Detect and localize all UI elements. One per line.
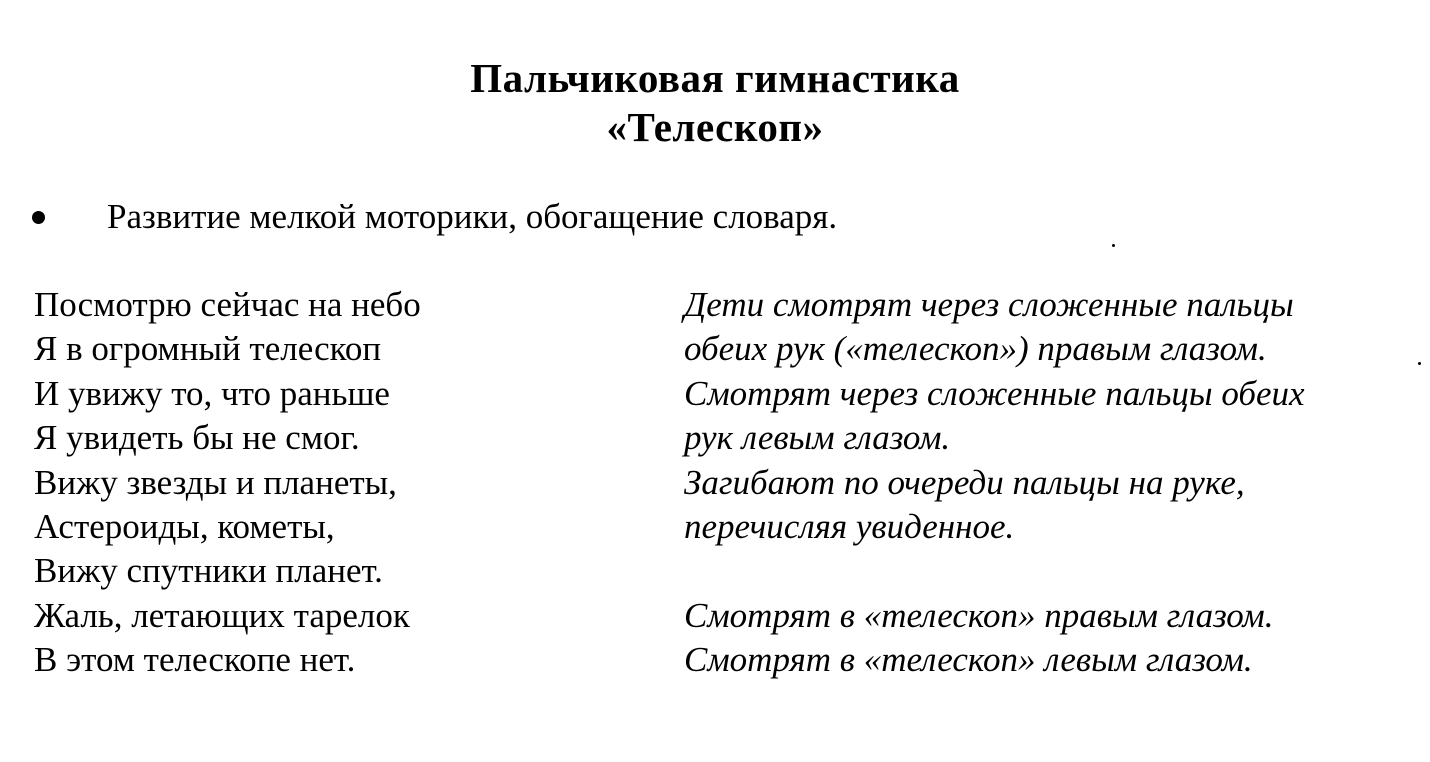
instruction-line: Дети смотрят через сложенные пальцы (684, 285, 1294, 324)
instruction-line: Смотрят через сложенные пальцы обеих (684, 373, 1305, 413)
poem-line: В этом телескопе нет. (34, 640, 356, 680)
instruction-line: Загибают по очереди пальцы на руке, (684, 462, 1245, 502)
instruction-line: обеих рук («телескоп») правым глазом. (684, 329, 1267, 369)
instruction-spacer (684, 549, 1394, 593)
poem-line: Вижу спутники планет. (34, 551, 383, 591)
instruction-line: рук левым глазом. (684, 418, 951, 458)
instruction-line: Смотрят в «телескоп» левым глазом. (684, 640, 1253, 680)
poem-column (34, 283, 594, 683)
scan-speck (1418, 362, 1421, 365)
page-subtitle: «Телескоп» (606, 104, 824, 150)
instruction-line: перечисляя увиденное. (684, 506, 1015, 546)
poem-line: Астероиды, кометы, (34, 506, 335, 546)
bullet-icon (32, 211, 45, 224)
poem-line: И увижу то, что раньше (34, 373, 390, 413)
instruction-line: Смотрят в «телескоп» правым глазом. (684, 595, 1274, 635)
poem-line: Вижу звезды и планеты, (34, 462, 397, 502)
poem-line: Жаль, летающих тарелок (34, 595, 410, 635)
poem-line: Я увидеть бы не смог. (34, 418, 360, 458)
scan-speck (1112, 244, 1115, 247)
poem-line: Я в огромный телескоп (34, 329, 382, 369)
goal-bullet-item (32, 194, 837, 240)
page-title: Пальчиковая гимнастика (470, 55, 960, 101)
poem-line: Посмотрю сейчас на небо (34, 285, 421, 324)
goal-text: Развитие мелкой моторики, обогащение словаря. (107, 197, 838, 236)
instructions-column (684, 283, 1394, 683)
